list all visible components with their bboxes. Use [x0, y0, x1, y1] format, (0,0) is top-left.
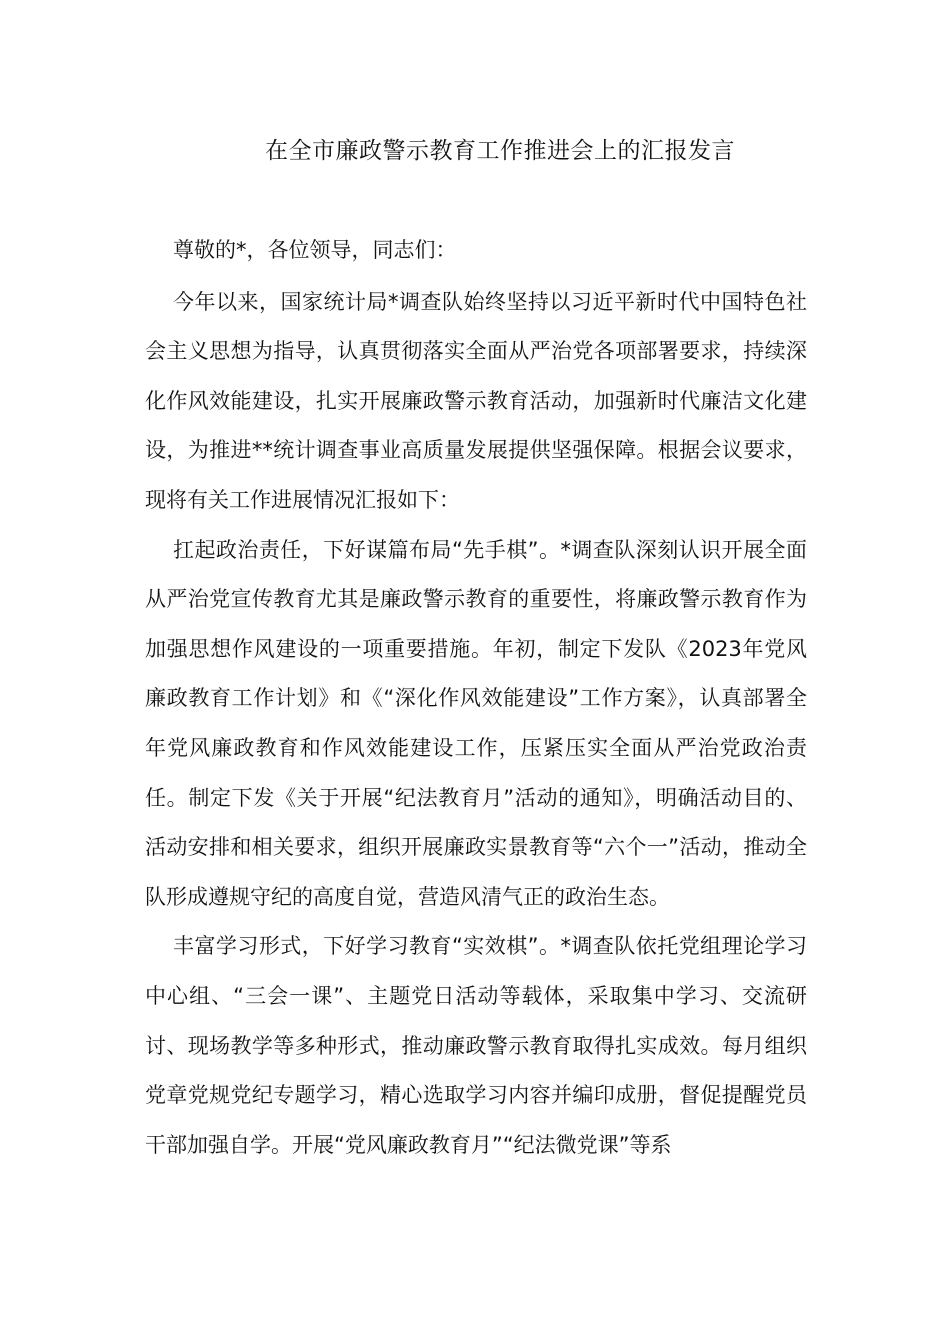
paragraph-political-responsibility: 扛起政治责任，下好谋篇布局“先手棋”。*调查队深刻认识开展全面从严治党宣传教育尤其是廉政警示教育的重要性，将廉政警示教育作为加强思想作风建设的一项重要措施。年初，制定下发队《2023年党风廉政教育工作计划》和《“深化作风效能建设”工作方案》，认真部署全年党风廉政教育和作风效能建设工作，压紧压实全面从严治党政治责任。制定下发《关于开展“纪法教育月”活动的通知》，明确活动目的、活动安排和相关要求，组织开展廉政实景教育等“六个一”活动，推动全队形成遵规守纪的高度自觉，营造风清气正的政治生态。: [145, 537, 807, 909]
paragraph-intro: 今年以来，国家统计局*调查队始终坚持以习近平新时代中国特色社会主义思想为指导，认真贯彻落实全面从严治党各项部署要求，持续深化作风效能建设，扎实开展廉政警示教育活动，加强新时代廉洁文化建设，为推进**统计调查事业高质量发展提供坚强保障。根据会议要求，现将有关工作进展情况汇报如下：: [145, 289, 807, 512]
salutation: 尊敬的*，各位领导，同志们：: [173, 238, 457, 262]
document-title: 在全市廉政警示教育工作推进会上的汇报发言: [265, 138, 735, 164]
document-body: [145, 226, 807, 1170]
paragraph-learning-forms: 丰富学习形式，下好学习教育“实效棋”。*调查队依托党组理论学习中心组、“三会一课”、主题党日活动等载体，采取集中学习、交流研讨、现场教学等多种形式，推动廉政警示教育取得扎实成效。每月组织党章党规党纪专题学习，精心选取学习内容并编印成册，督促提醒党员干部加强自学。开展“党风廉政教育月”“纪法微党课”等系: [145, 934, 807, 1157]
